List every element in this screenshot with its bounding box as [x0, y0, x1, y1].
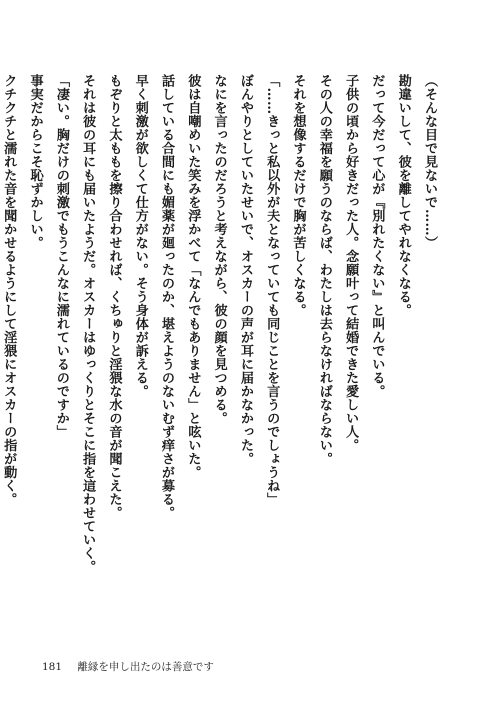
- text-line: 早く刺激が欲しくて仕方がない。そう身体が訴える。: [132, 74, 148, 398]
- text-line: 「……きっと私以外が夫となっていても同じことを言うのでしょうね」: [264, 74, 280, 506]
- text-line: 「凄い。胸だけの刺激でもうこんなに濡れているのですか」: [53, 74, 69, 439]
- text-line: （そんな目で見ないで……）: [422, 74, 437, 250]
- page-number: 181: [42, 661, 63, 673]
- text-line: ぼんやりとしていたせいで、オスカーの声が耳に届かなかった。: [237, 74, 253, 466]
- text-line: 事実だからこそ恥ずかしい。: [27, 74, 43, 250]
- page-footer: [42, 659, 214, 674]
- text-line: それは彼の耳にも届いたようだ。オスカーはゆっくりとそこに指を這わせていく。: [80, 74, 96, 574]
- text-line: その人の幸福を願うのならば、わたしは去らなければならない。: [316, 74, 332, 466]
- text-line: 勘違いして、彼を離してやれなくなる。: [395, 74, 411, 317]
- text-line: もぞりと太ももを擦り合わせれば、くちゅりと淫猥な水の音が聞こえた。: [106, 74, 122, 520]
- text-line: クチクチと濡れた音を聞かせるようにして淫猥にオスカーの指が動く。: [1, 74, 17, 506]
- text-line: なにを言ったのだろうと考えながら、彼の顔を見つめる。: [211, 74, 227, 425]
- vertical-body-text: [0, 74, 442, 594]
- text-line: だって今だって心が『別れたくない』と叫んでいる。: [369, 74, 385, 398]
- text-line: それを想像するだけで胸が苦しくなる。: [290, 74, 306, 317]
- text-line: 話している合間にも媚薬が廻ったのか、堪えようのないむず痒さが募る。: [159, 74, 175, 520]
- text-line: 子供の頃から好きだった人。念願叶って結婚できた愛しい人。: [343, 74, 359, 452]
- running-title: 離縁を申し出たのは善意です: [77, 661, 214, 673]
- text-line: 彼は自嘲めいた笑みを浮かべて「なんでもありません」と呟いた。: [185, 74, 201, 479]
